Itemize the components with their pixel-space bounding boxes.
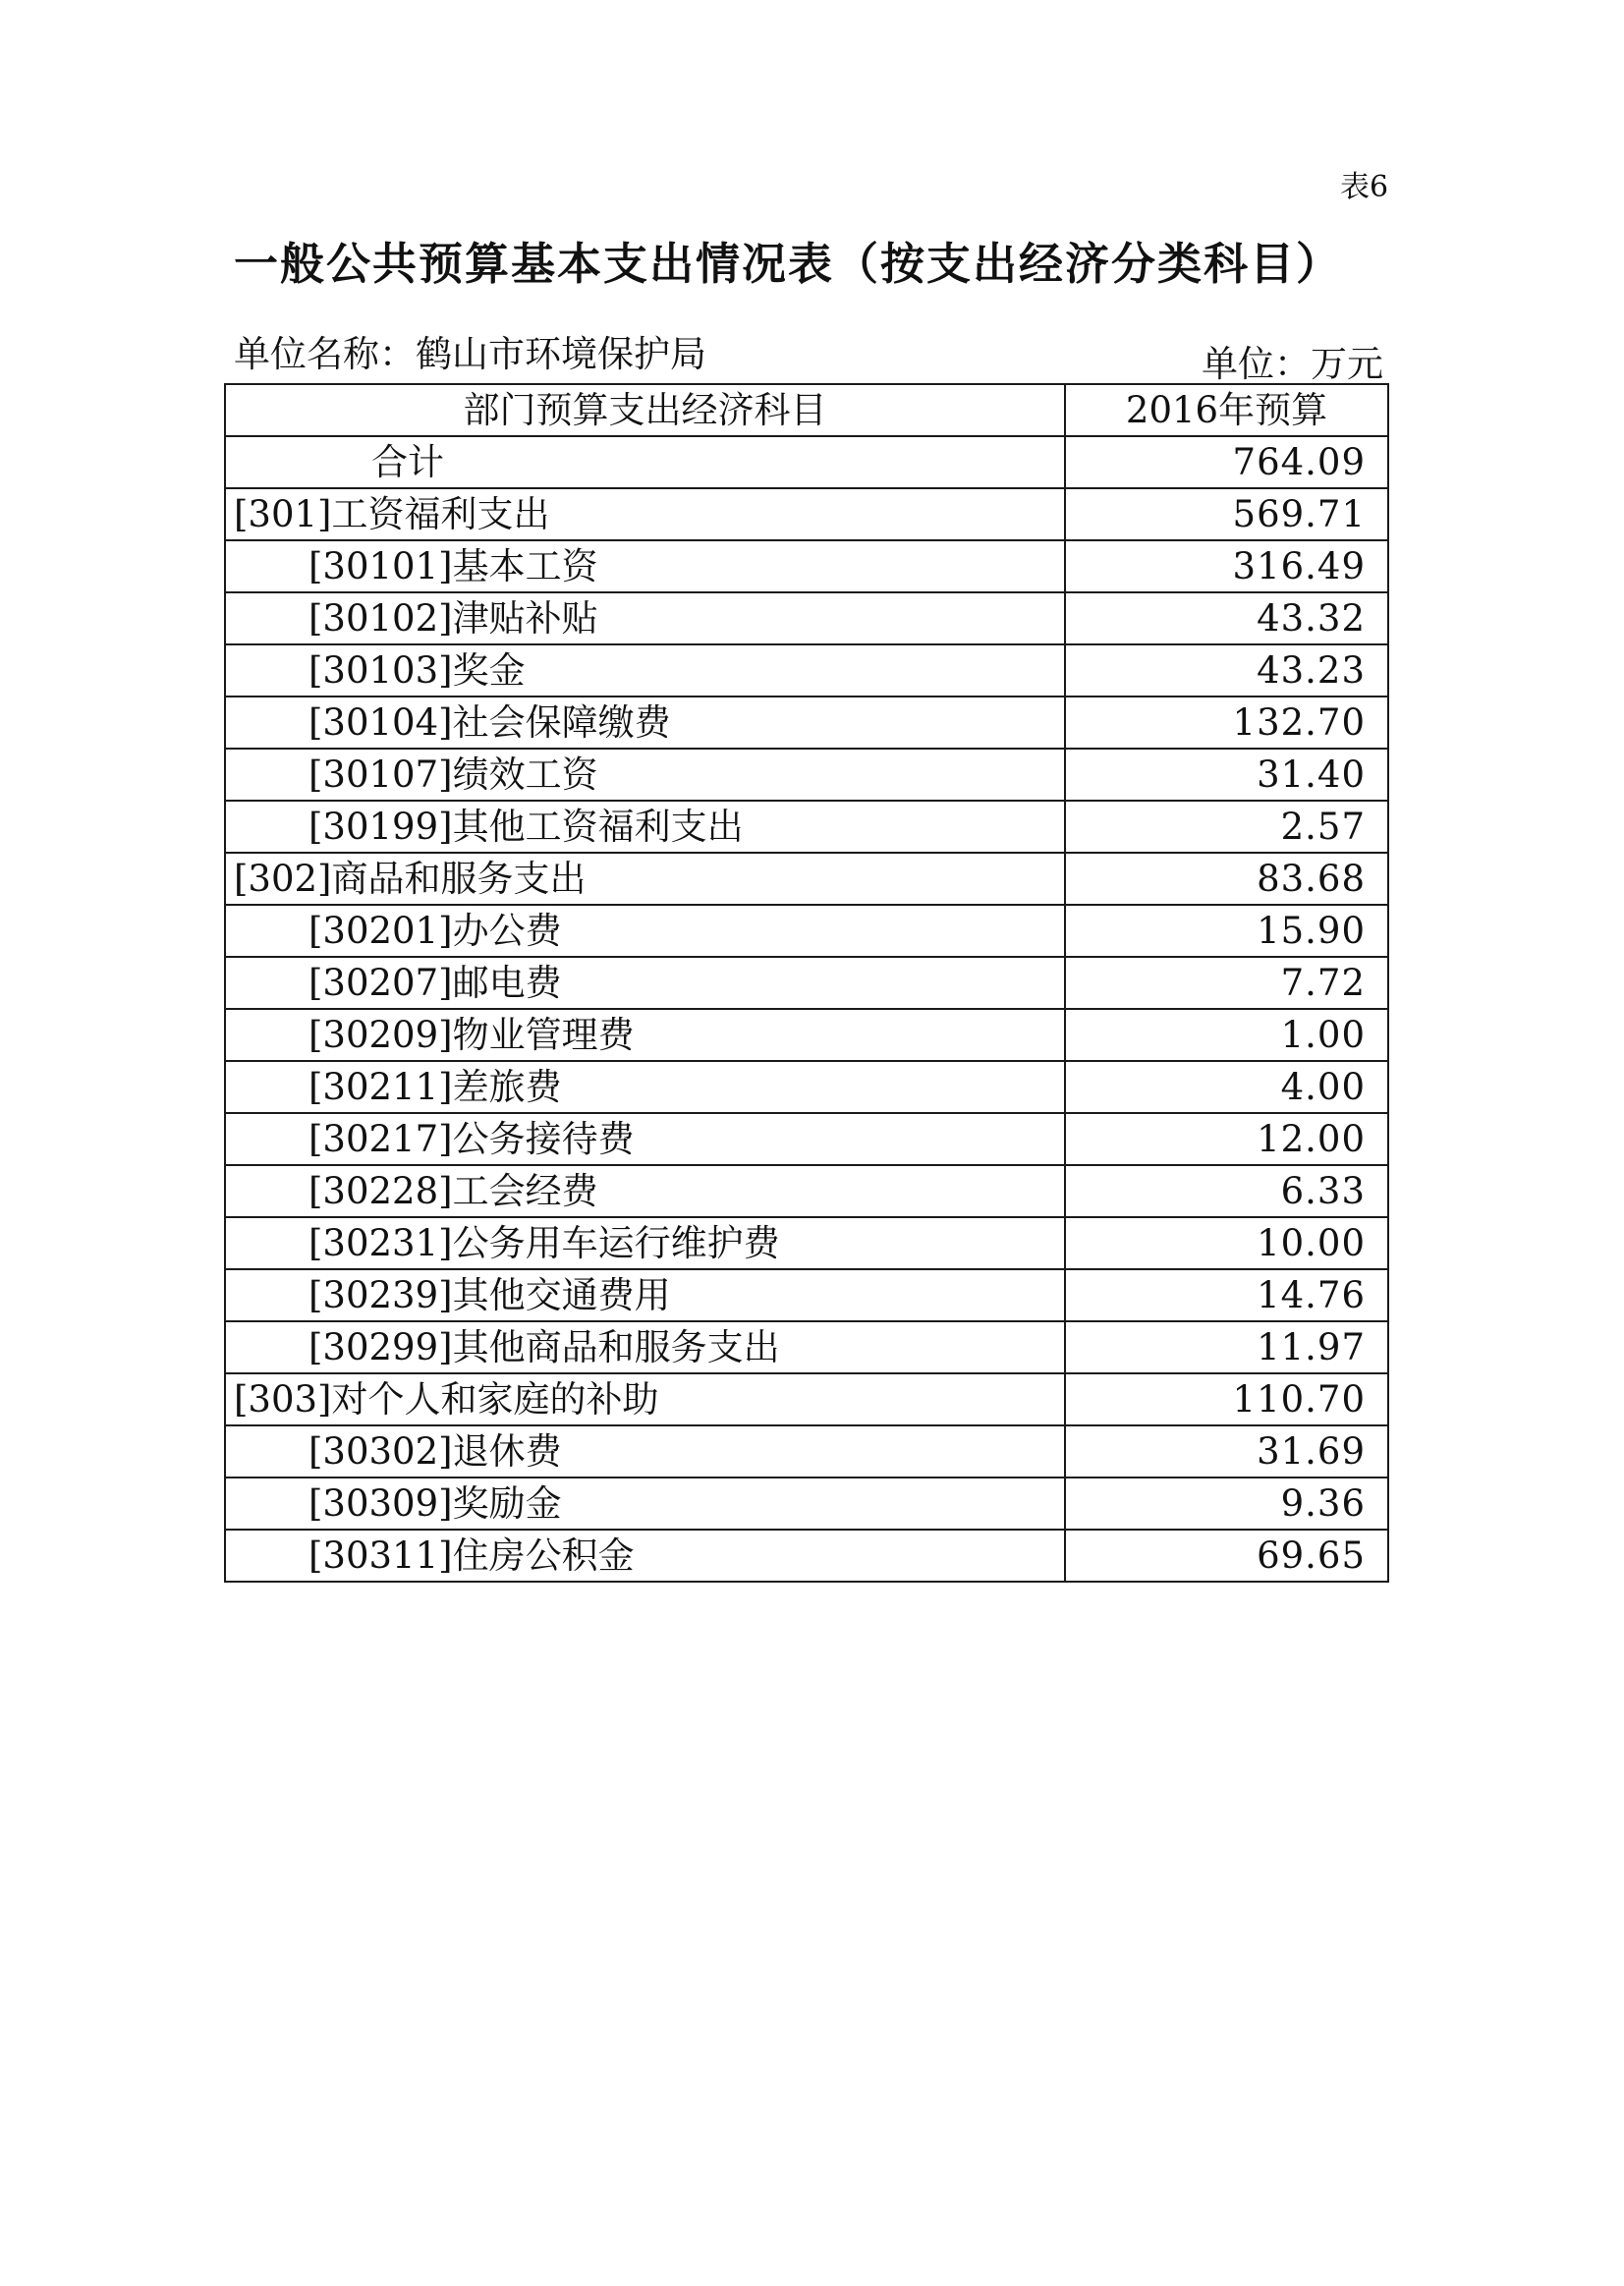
row-budget-value: 132.70: [1065, 697, 1388, 749]
page-title: 一般公共预算基本支出情况表（按支出经济分类科目）: [234, 238, 1343, 290]
row-budget-value: 43.23: [1065, 644, 1388, 697]
row-budget-value: 12.00: [1065, 1113, 1388, 1165]
row-budget-value: 6.33: [1065, 1165, 1388, 1217]
table-row: [225, 592, 1388, 644]
row-category-name: [302]商品和服务支出: [225, 853, 1065, 905]
table-row: [225, 1425, 1388, 1478]
column-header-category: 部门预算支出经济科目: [225, 384, 1065, 436]
row-budget-value: 764.09: [1065, 436, 1388, 488]
row-category-name: [30299]其他商品和服务支出: [225, 1321, 1065, 1373]
column-header-budget: 2016年预算: [1065, 384, 1388, 436]
table-row: [225, 1113, 1388, 1165]
row-category-name: [30302]退休费: [225, 1425, 1065, 1478]
table-row: [225, 801, 1388, 853]
row-budget-value: 7.72: [1065, 957, 1388, 1009]
meta-row: [234, 324, 1383, 385]
table-row: [225, 644, 1388, 697]
row-category-name: 合计: [225, 436, 1065, 488]
table-row: [225, 1478, 1388, 1530]
budget-table: [224, 383, 1389, 1583]
page-label: 表6: [1340, 170, 1389, 204]
row-budget-value: 569.71: [1065, 488, 1388, 540]
row-budget-value: 31.69: [1065, 1425, 1388, 1478]
row-category-name: [30103]奖金: [225, 644, 1065, 697]
row-category-name: [30211]差旅费: [225, 1061, 1065, 1113]
row-budget-value: 69.65: [1065, 1530, 1388, 1582]
row-budget-value: 11.97: [1065, 1321, 1388, 1373]
row-category-name: [30209]物业管理费: [225, 1009, 1065, 1061]
organization-label: 单位名称：鹤山市环境保护局: [234, 333, 706, 375]
row-category-name: [30207]邮电费: [225, 957, 1065, 1009]
row-category-name: [30199]其他工资福利支出: [225, 801, 1065, 853]
table-row: [225, 1321, 1388, 1373]
row-budget-value: 10.00: [1065, 1217, 1388, 1269]
row-category-name: [30311]住房公积金: [225, 1530, 1065, 1582]
table-row: [225, 1530, 1388, 1582]
table-row: [225, 1373, 1388, 1425]
row-budget-value: 14.76: [1065, 1269, 1388, 1321]
table-row: [225, 905, 1388, 957]
unit-label: 单位：万元: [1202, 343, 1383, 385]
row-category-name: [30104]社会保障缴费: [225, 697, 1065, 749]
row-budget-value: 15.90: [1065, 905, 1388, 957]
row-category-name: [303]对个人和家庭的补助: [225, 1373, 1065, 1425]
row-budget-value: 316.49: [1065, 540, 1388, 592]
table-row: [225, 1217, 1388, 1269]
row-category-name: [30228]工会经费: [225, 1165, 1065, 1217]
table-row: [225, 1061, 1388, 1113]
row-category-name: [30102]津贴补贴: [225, 592, 1065, 644]
row-category-name: [30201]办公费: [225, 905, 1065, 957]
row-budget-value: 9.36: [1065, 1478, 1388, 1530]
row-category-name: [30107]绩效工资: [225, 749, 1065, 801]
row-category-name: [30309]奖励金: [225, 1478, 1065, 1530]
table-row: [225, 1009, 1388, 1061]
table-row: [225, 436, 1388, 488]
table-row: [225, 1165, 1388, 1217]
row-budget-value: 83.68: [1065, 853, 1388, 905]
table-row: [225, 749, 1388, 801]
row-budget-value: 4.00: [1065, 1061, 1388, 1113]
row-budget-value: 31.40: [1065, 749, 1388, 801]
row-category-name: [30217]公务接待费: [225, 1113, 1065, 1165]
table-row: [225, 697, 1388, 749]
table-row: [225, 488, 1388, 540]
table-row: [225, 853, 1388, 905]
row-category-name: [30239]其他交通费用: [225, 1269, 1065, 1321]
table-body: [225, 436, 1388, 1582]
table-header-row: [225, 384, 1388, 436]
row-budget-value: 1.00: [1065, 1009, 1388, 1061]
row-budget-value: 110.70: [1065, 1373, 1388, 1425]
row-category-name: [301]工资福利支出: [225, 488, 1065, 540]
table-row: [225, 957, 1388, 1009]
row-budget-value: 2.57: [1065, 801, 1388, 853]
row-category-name: [30231]公务用车运行维护费: [225, 1217, 1065, 1269]
table-row: [225, 1269, 1388, 1321]
row-category-name: [30101]基本工资: [225, 540, 1065, 592]
table-row: [225, 540, 1388, 592]
row-budget-value: 43.32: [1065, 592, 1388, 644]
